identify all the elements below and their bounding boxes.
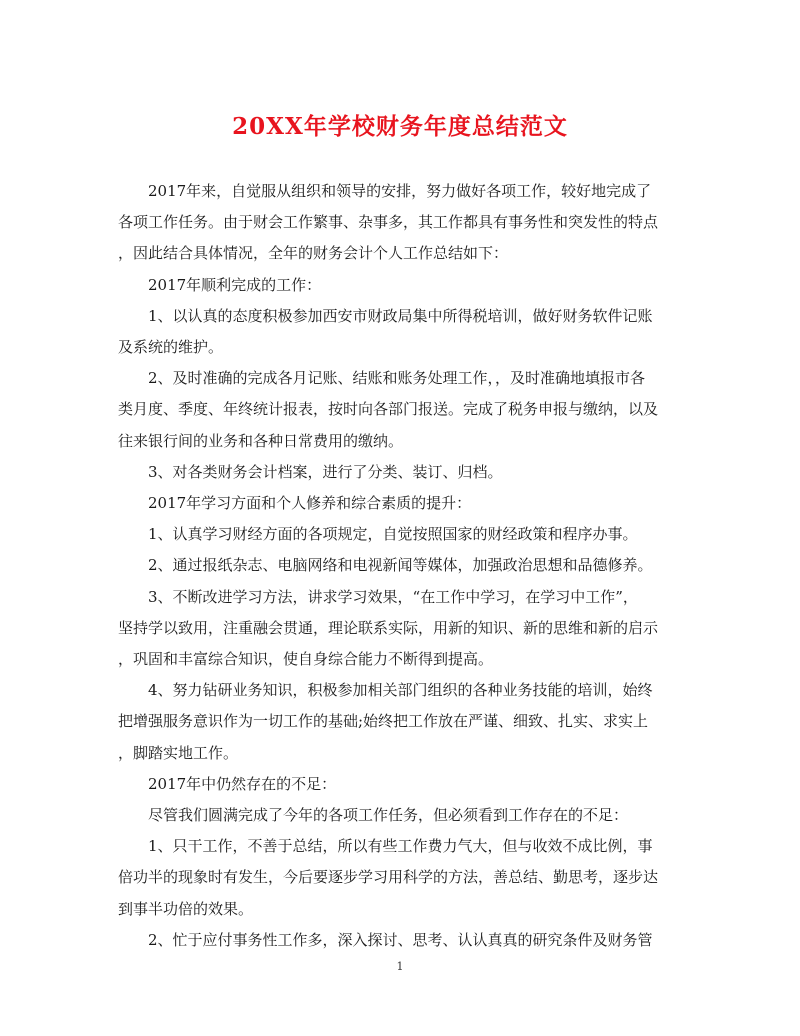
paragraph-line: 坚持学以致用，注重融会贯通，理论联系实际，用新的知识、新的思维和新的启示 xyxy=(118,618,659,637)
paragraph-line: ，脚踏实地工作。 xyxy=(118,743,239,762)
paragraph xyxy=(118,831,684,925)
paragraph xyxy=(118,270,684,301)
paragraph-line: 到事半功倍的效果。 xyxy=(118,899,254,918)
page-number: 1 xyxy=(396,960,404,973)
paragraph-line: 2017年学习方面和个人修养和综合素质的提升： xyxy=(148,494,472,513)
paragraph-line: 2017年来，自觉服从组织和领导的安排，努力做好各项工作，较好地完成了 xyxy=(148,182,652,200)
paragraph-line: 1、认真学习财经方面的各项规定，自觉按照国家的财经政策和程序办事。 xyxy=(148,525,638,544)
paragraph-line: 2、及时准确的完成各月记账、结账和账务处理工作，，及时准确地填报市各 xyxy=(148,369,646,388)
paragraph xyxy=(118,675,684,769)
paragraph xyxy=(118,363,684,457)
paragraph-line: 3、对各类财务会计档案，进行了分类、装订、归档。 xyxy=(148,462,503,481)
paragraph-line: 及系统的维护。 xyxy=(118,338,224,357)
paragraph-line: 2、通过报纸杂志、电脑网络和电视新闻等媒体，加强政治思想和品德修养。 xyxy=(148,556,653,575)
paragraph xyxy=(118,488,684,519)
paragraph-line: 1、只干工作，不善于总结，所以有些工作费力气大，但与收效不成比例，事 xyxy=(148,837,653,856)
paragraph xyxy=(118,769,684,800)
paragraph xyxy=(118,457,684,488)
paragraph-line: 2017年中仍然存在的不足： xyxy=(148,774,337,793)
paragraph-line: 3、不断改进学习方法，讲求学习效果，“在工作中学习，在学习中工作”， xyxy=(148,587,638,606)
paragraph xyxy=(118,301,684,363)
paragraph-line: 各项工作任务。由于财会工作繁事、杂事多，其工作都具有事务性和突发性的特点 xyxy=(118,213,659,232)
paragraph xyxy=(118,176,684,270)
paragraph-line: 4、努力钻研业务知识，积极参加相关部门组织的各种业务技能的培训，始终 xyxy=(148,681,653,700)
document-body xyxy=(118,176,684,956)
paragraph-line: ，因此结合具体情况，全年的财务会计个人工作总结如下： xyxy=(118,244,509,263)
paragraph-line: 把增强服务意识作为一切工作的基础;始终把工作放在严谨、细致、扎实、求实上 xyxy=(118,712,649,731)
paragraph xyxy=(118,582,684,676)
paragraph-line: 1、以认真的态度积极参加西安市财政局集中所得税培训，做好财务软件记账 xyxy=(148,306,653,325)
paragraph-line: 2017年顺利完成的工作： xyxy=(148,275,322,294)
paragraph xyxy=(118,800,684,831)
paragraph-line: ，巩固和丰富综合知识，使自身综合能力不断得到提高。 xyxy=(118,650,494,669)
paragraph-line: 类月度、季度、年终统计报表，按时向各部门报送。完成了税务申报与缴纳，以及 xyxy=(118,400,659,419)
paragraph-line: 尽管我们圆满完成了今年的各项工作任务，但必须看到工作存在的不足： xyxy=(148,806,629,825)
paragraph xyxy=(118,550,684,581)
document-title: 20XX年学校财务年度总结范文 xyxy=(232,113,568,140)
paragraph xyxy=(118,925,684,956)
paragraph-line: 2、忙于应付事务性工作多，深入探讨、思考、认认真真的研究条件及财务管 xyxy=(148,930,653,949)
paragraph-line: 倍功半的现象时有发生，今后要逐步学习用科学的方法，善总结、勤思考，逐步达 xyxy=(118,868,659,887)
paragraph-line: 往来银行间的业务和各种日常费用的缴纳。 xyxy=(118,431,404,450)
paragraph xyxy=(118,519,684,550)
